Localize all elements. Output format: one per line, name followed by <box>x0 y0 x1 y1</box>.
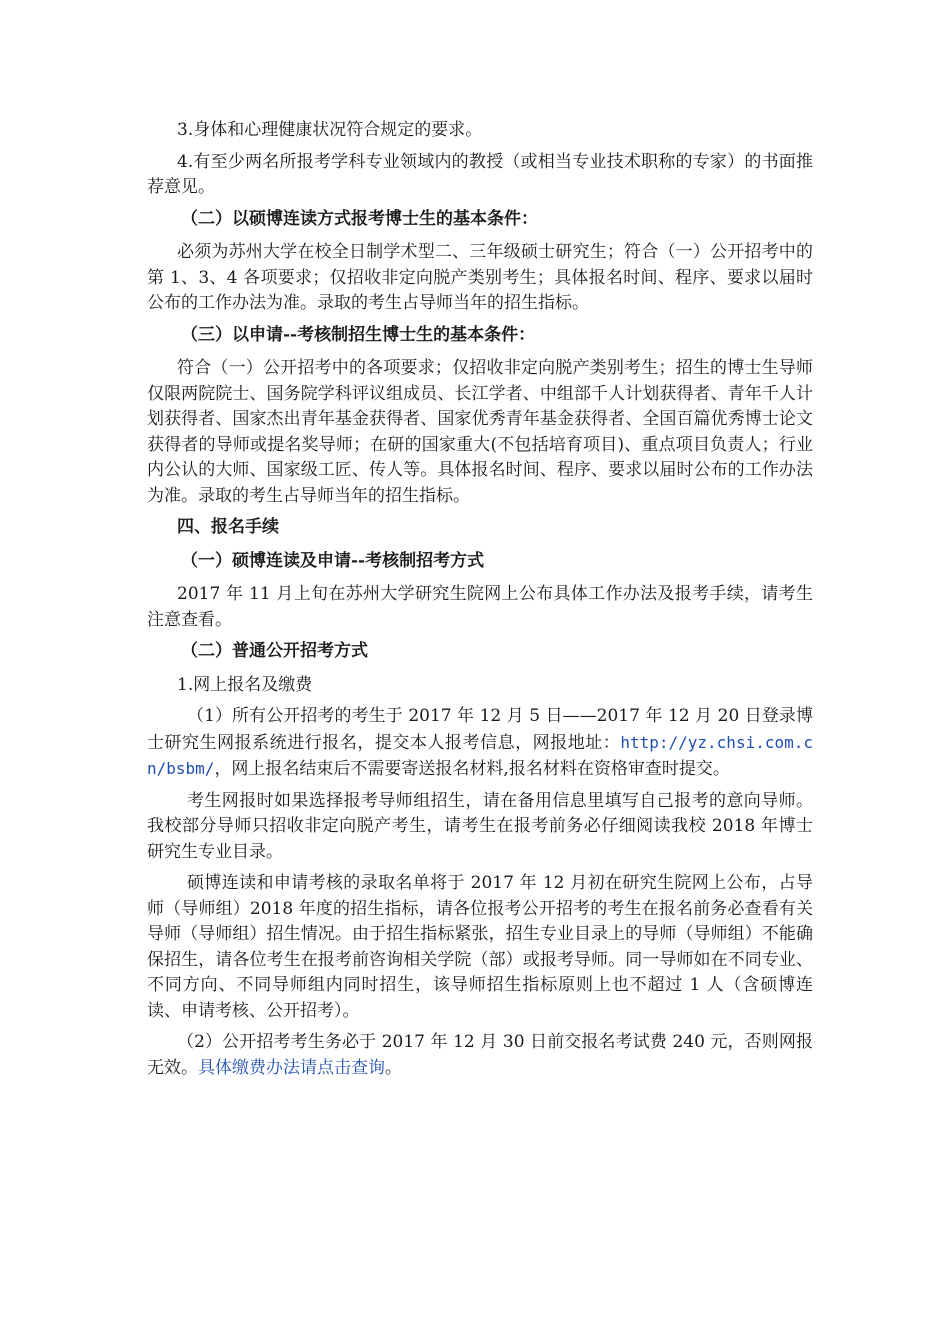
mentor-paragraph: 考生网报时如果选择报考导师组招生，请在备用信息里填写自己报考的意向导师。我校部分导师只招收非定向脱产考生，请考生在报考前务必仔细阅读我校 2018 年博士研究生专业目录。 <box>147 790 813 862</box>
fee-text-a: （2）公开招考考生务必于 2017 年 12 月 30 日前交报名考试费 240 元，否则网报无效。 <box>147 1032 813 1078</box>
registration-text-b: ，网上报名结束后不需要寄送报名材料,报名材料在资格审查时提交。 <box>214 759 730 779</box>
section-heading-two: （二）以硕博连读方式报考博士生的基本条件： <box>181 208 538 229</box>
section-heading-three: （三）以申请--考核制招生博士生的基本条件： <box>181 324 536 345</box>
subsection-heading-four-one: （一）硕博连读及申请--考核制招考方式 <box>181 550 485 571</box>
registration-text-a: （1）所有公开招考的考生于 2017 年 12 月 5 日——2017 年 12 月 20 日登录博士研究生网报系统进行报名，提交本人报考信息，网报地址： <box>147 706 813 753</box>
fee-text-b: 。 <box>385 1057 402 1078</box>
registration-paragraph <box>147 704 813 783</box>
requirement-item-3: 3.身体和心理健康状况符合规定的要求。 <box>177 120 483 140</box>
section-three-paragraph: 符合（一）公开招考中的各项要求；仅招收非定向脱产类别考生；招生的博士生导师仅限两院院士、国务院学科评议组成员、长江学者、中组部千人计划获得者、青年千人计划获得者、国家杰出青年基金获得者、国家优秀青年基金获得者、全国百篇优秀博士论文获得者的导师或提名奖导师；在研的国家重大(不包括培育项目)、重点项目负责人；行业内公认的大师、国家级工匠、传人等。具体报名时间、程序、要求以届时公布的工作办法为准。录取的考生占导师当年的招生指标。 <box>147 358 813 506</box>
section-two-paragraph: 必须为苏州大学在校全日制学术型二、三年级硕士研究生；符合（一）公开招考中的第 1、3、4 各项要求；仅招收非定向脱产类别考生；具体报名时间、程序、要求以届时公布的工作办法为准。录取的考生占导师当年的招生指标。 <box>147 242 813 313</box>
fee-paragraph <box>147 1030 813 1081</box>
section-heading-four: 四、报名手续 <box>177 517 279 537</box>
document-page <box>147 118 813 1087</box>
admission-list-paragraph: 硕博连读和申请考核的录取名单将于 2017 年 12 月初在研究生院网上公布，占导师（导师组）2018 年度的招生指标，请各位报考公开招考的考生在报名前务必查看有关导师（导师组）招生情况。由于招生指标紧张，招生专业目录上的导师（导师组）不能确保招生，请各位考生在报考前咨询相关学院（部）或报考导师。同一导师如在不同专业、不同方向、不同导师组内同时招生，该导师招生指标原则上也不超过 1 人（含硕博连读、申请考核、公开招考）。 <box>147 873 813 1021</box>
sub-item-online-registration: 1.网上报名及缴费 <box>177 674 313 695</box>
fee-details-link[interactable]: 具体缴费办法请点击查询 <box>198 1057 385 1078</box>
subsection-heading-four-two: （二）普通公开招考方式 <box>181 641 368 661</box>
requirement-item-4: 4.有至少两名所报考学科专业领域内的教授（或相当专业技术职称的专家）的书面推荐意见。 <box>147 151 813 197</box>
registration-url-link[interactable]: http://yz.chsi.com.cn/bsbm/ <box>147 732 813 778</box>
subsection-four-one-paragraph: 2017 年 11 月上旬在苏州大学研究生院网上公布具体工作办法及报考手续，请考生注意查看。 <box>147 584 813 630</box>
